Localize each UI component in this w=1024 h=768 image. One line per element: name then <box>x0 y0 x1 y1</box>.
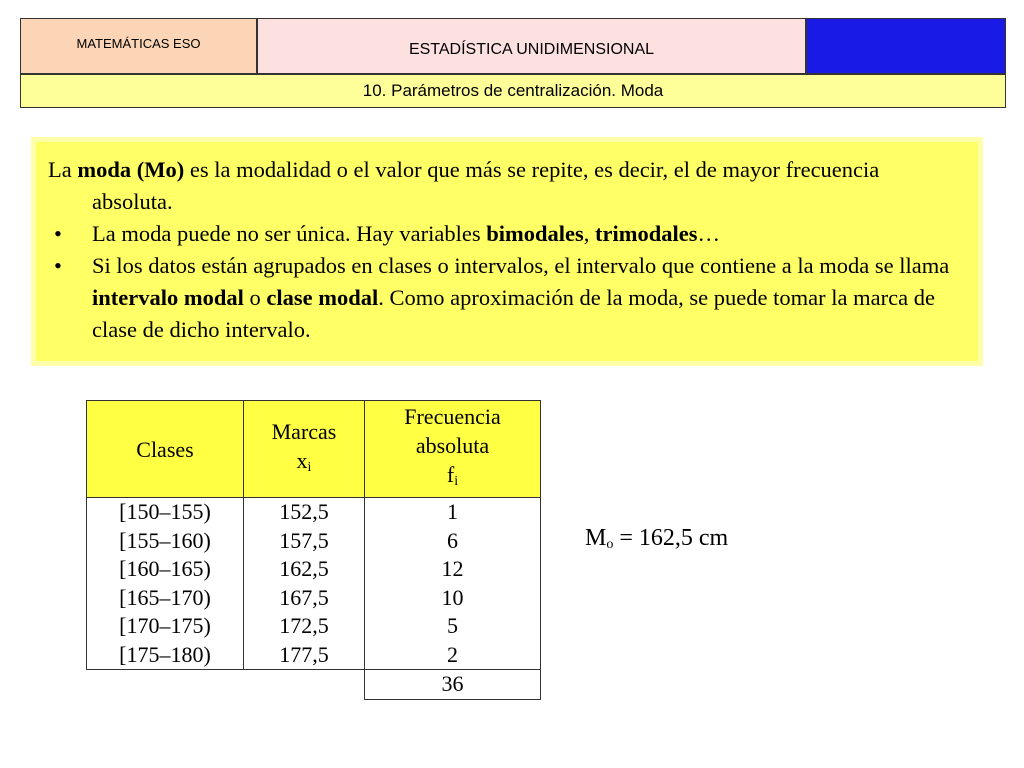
header-frequency <box>365 401 541 498</box>
blank-cell <box>87 670 244 700</box>
cell-frequency: 1 <box>365 498 541 527</box>
cell-mark: 162,5 <box>244 555 365 584</box>
bullet-text: . Como aproximación de la moda, se puede tomar la marca de clase de dicho intervalo. <box>92 285 935 342</box>
cell-class: [160–165) <box>87 555 244 584</box>
unit-title <box>257 18 806 74</box>
header-classes-text: Clases <box>136 436 194 462</box>
bullet-item-unique <box>48 218 964 250</box>
cell-frequency: 5 <box>365 612 541 641</box>
bullet-text: La moda puede no ser única. Hay variables <box>92 221 487 246</box>
term-bimodales: bimodales <box>486 221 584 246</box>
table-row <box>87 527 541 556</box>
cell-class: [155–160) <box>87 527 244 556</box>
bullet-text: o <box>243 285 267 310</box>
definition-box <box>31 137 983 366</box>
cell-mark: 177,5 <box>244 641 365 670</box>
table-row <box>87 584 541 613</box>
bullet-text: … <box>697 221 720 246</box>
cell-frequency: 10 <box>365 584 541 613</box>
cell-mark: 172,5 <box>244 612 365 641</box>
header-freq-sub: i <box>454 474 459 489</box>
definition-paragraph <box>48 154 964 218</box>
table-total-row <box>87 670 541 700</box>
bullet-text: Si los datos están agrupados en clases o intervalos, el intervalo que contiene a la moda se llama <box>92 253 950 278</box>
cell-class: [175–180) <box>87 641 244 670</box>
definition-text: es la modalidad o el valor que más se repite, es decir, el de mayor frecuencia absoluta. <box>92 157 880 214</box>
header-freq-text: Frecuencia <box>404 404 501 429</box>
cell-frequency: 12 <box>365 555 541 584</box>
cell-mark: 152,5 <box>244 498 365 527</box>
unit-text: ESTADÍSTICA UNIDIMENSIONAL <box>408 41 655 58</box>
frequency-table <box>86 400 541 700</box>
bullet-icon: • <box>54 253 62 278</box>
cell-class: [165–170) <box>87 584 244 613</box>
header-accent-box <box>806 18 1006 74</box>
term-clase-modal: clase modal <box>266 285 379 310</box>
cell-mark: 157,5 <box>244 527 365 556</box>
subject-label <box>20 18 257 74</box>
header-marks-text: Marcas <box>271 418 337 444</box>
mode-value: = 162,5 cm <box>613 525 729 551</box>
table-header-row <box>87 401 541 498</box>
mode-symbol: M <box>585 525 607 551</box>
header-marks-symbol: x <box>296 447 308 473</box>
cell-mark: 167,5 <box>244 584 365 613</box>
table-row <box>87 612 541 641</box>
cell-frequency: 2 <box>365 641 541 670</box>
definition-text: La <box>48 157 78 182</box>
header-freq-symbol: f <box>446 462 455 487</box>
cell-class: [150–155) <box>87 498 244 527</box>
table-row <box>87 641 541 670</box>
mode-subscript: o <box>606 537 614 552</box>
header-marks <box>244 401 365 498</box>
mode-result <box>585 525 728 553</box>
table-row <box>87 498 541 527</box>
subject-text: MATEMÁTICAS ESO <box>76 35 201 51</box>
cell-frequency: 6 <box>365 527 541 556</box>
term-moda: moda (Mo) <box>77 157 185 182</box>
header-marks-sub: i <box>307 459 312 475</box>
term-trimodales: trimodales <box>595 221 698 246</box>
cell-class: [170–175) <box>87 612 244 641</box>
blank-cell <box>244 670 365 700</box>
bullet-text: , <box>583 221 595 246</box>
lesson-title <box>20 74 1006 108</box>
bullet-icon: • <box>54 221 62 246</box>
cell-total: 36 <box>365 670 541 700</box>
header-classes <box>87 401 244 498</box>
term-intervalo-modal: intervalo modal <box>92 285 244 310</box>
header-freq-text: absoluta <box>415 433 490 458</box>
lesson-text: 10. Parámetros de centralización. Moda <box>362 81 664 100</box>
table-row <box>87 555 541 584</box>
bullet-item-grouped <box>48 250 964 346</box>
